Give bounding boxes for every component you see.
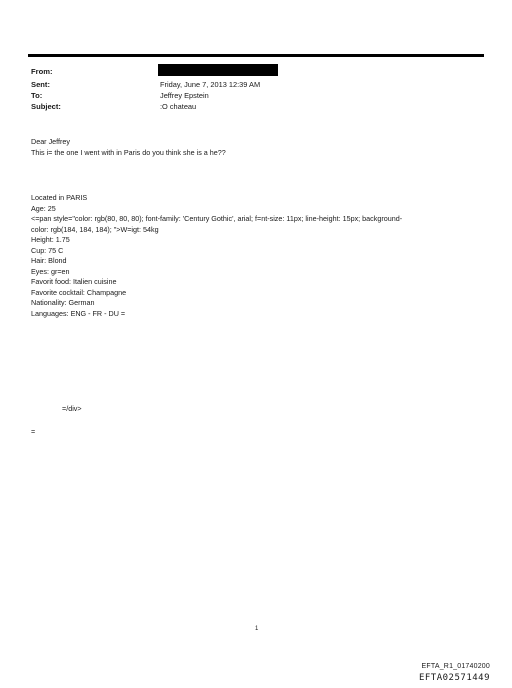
redaction-box xyxy=(158,64,278,76)
profile-line: Favorit food: Italien cuisine xyxy=(31,277,117,286)
sent-label: Sent: xyxy=(31,80,50,89)
profile-line: Age: 25 xyxy=(31,203,56,213)
profile-line: Cup: 75 C xyxy=(31,245,64,255)
subject-label: Subject: xyxy=(31,102,61,111)
profile-block xyxy=(31,193,402,319)
to-value: Jeffrey Epstein xyxy=(160,91,209,100)
greeting: Dear Jeffrey xyxy=(31,137,71,146)
profile-line: Nationality: German xyxy=(31,298,95,307)
bates-stamp-1: EFTA_R1_01740200 xyxy=(421,663,490,670)
trailing-text: = xyxy=(31,427,36,436)
profile-line: Hair: Blond xyxy=(31,256,67,265)
profile-line: Languages: ENG - FR - DU = xyxy=(31,308,126,318)
header-rule xyxy=(28,54,484,57)
profile-line: Favorite cocktail: Champagne xyxy=(31,287,127,297)
profile-line: Height: 1.75 xyxy=(31,235,70,244)
intro-line: This i= the one I went with in Paris do you think she is a he?? xyxy=(31,147,226,157)
profile-line: <=pan style="color: rgb(80, 80, 80); font-family: 'Century Gothic', arial; f=nt-size: 11px; line-height: 15px; background- xyxy=(31,214,403,223)
div-close-text: =/div> xyxy=(62,404,82,413)
profile-line: Located in PARIS xyxy=(31,193,88,202)
profile-line: Eyes: gr=en xyxy=(31,266,70,276)
bates-stamp-2: EFTA02571449 xyxy=(418,673,490,683)
profile-line: color: rgb(184, 184, 184); ">W=igt: 54kg xyxy=(31,224,159,234)
page-number: 1 xyxy=(255,626,259,632)
subject-value: :O chateau xyxy=(160,102,197,111)
from-label: From: xyxy=(31,67,53,76)
greeting-block xyxy=(31,137,226,158)
sent-value: Friday, June 7, 2013 12:39 AM xyxy=(160,80,261,89)
to-label: To: xyxy=(31,91,43,100)
